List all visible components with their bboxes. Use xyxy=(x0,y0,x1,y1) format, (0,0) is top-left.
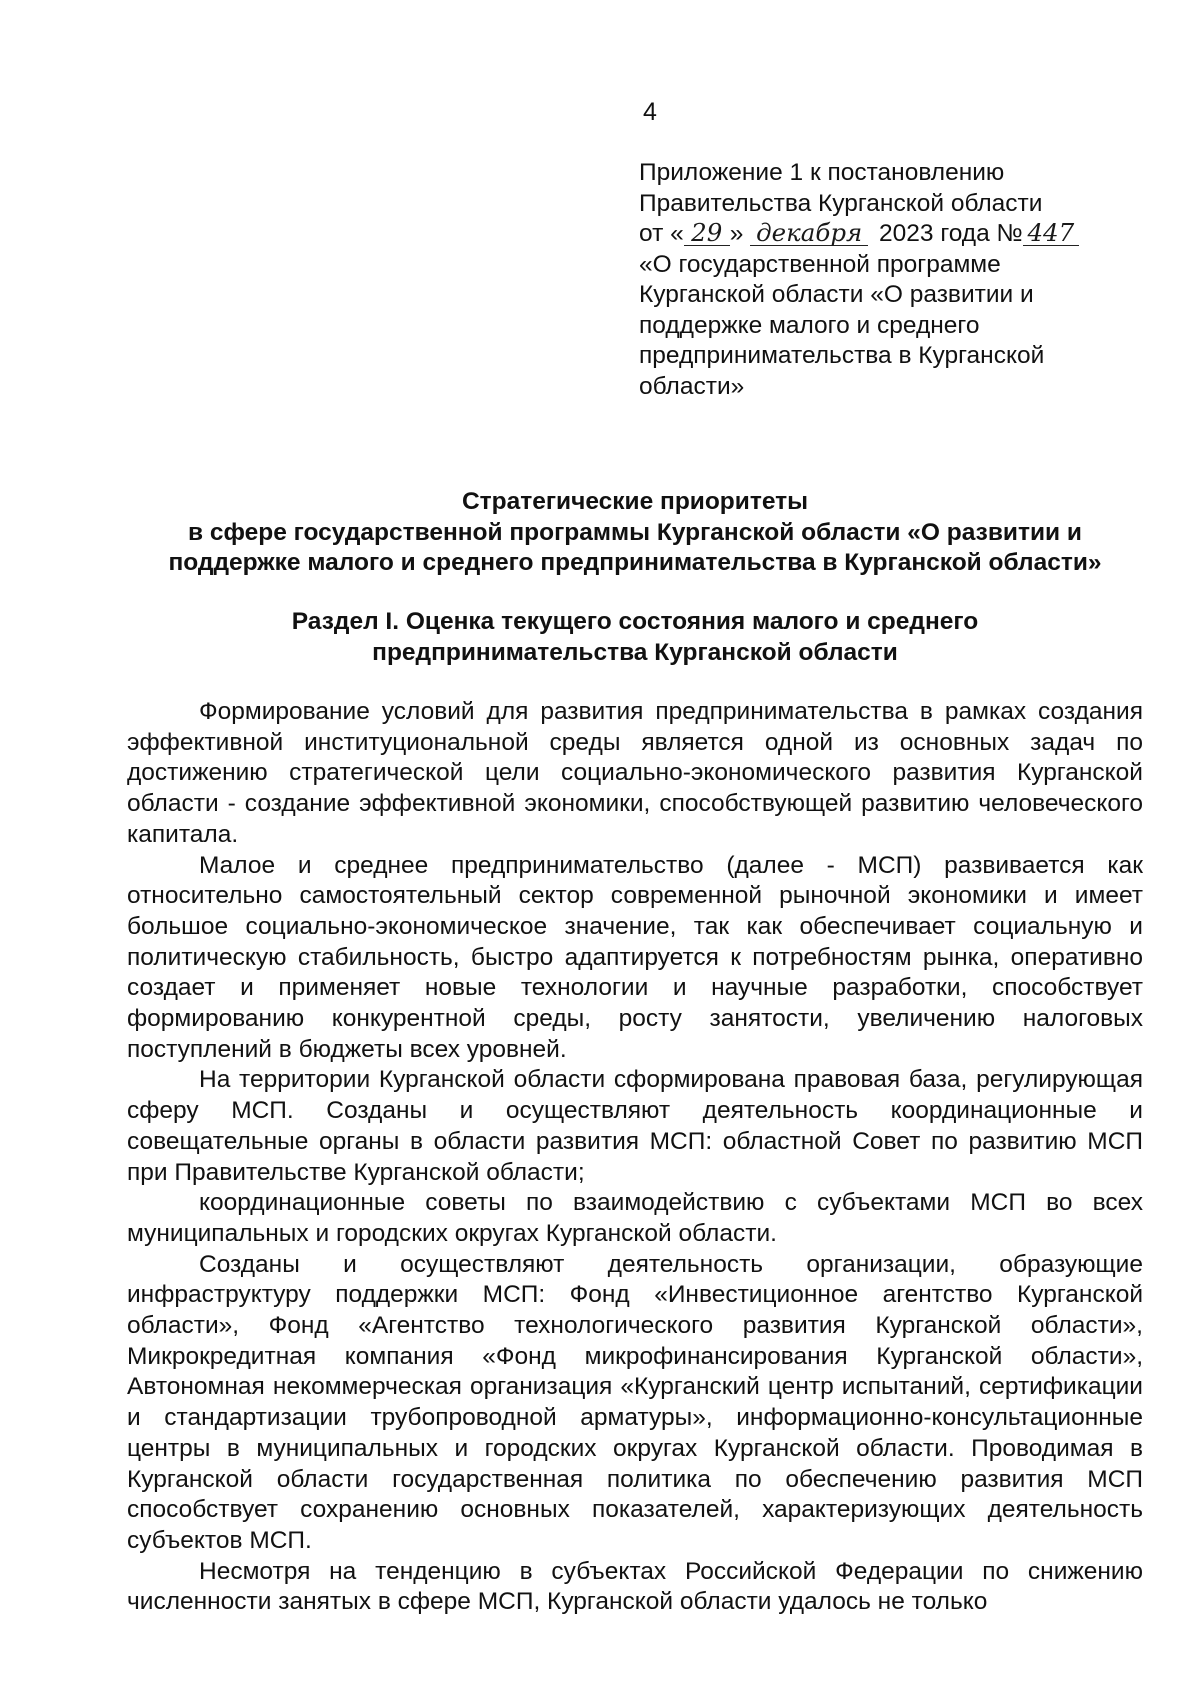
appendix-line: Приложение 1 к постановлению xyxy=(639,159,1005,186)
paragraph: Формирование условий для развития предпринимательства в рамках создания эффективной институциональной среды является одной из основных задач по достижению стратегической цели социально-экономического развития Курганской области - создание эффективной экономики, способствующей развитию человеческого капитала. xyxy=(127,698,1143,848)
title-line: Стратегические приоритеты xyxy=(461,488,809,515)
document-title xyxy=(120,487,1150,579)
date-prefix: от « xyxy=(639,220,684,247)
section-heading-line: предпринимательства Курганской области xyxy=(372,638,898,666)
page-number: 4 xyxy=(643,98,657,126)
body-text xyxy=(127,697,1143,1618)
title-line: в сфере государственной программы Курганской области «О развитии и xyxy=(188,518,1082,546)
handwritten-month: декабря xyxy=(750,221,868,246)
appendix-line: Курганской области «О развитии и xyxy=(639,281,1034,308)
date-mid: » xyxy=(729,220,744,247)
handwritten-day: 29 xyxy=(684,221,730,246)
section-heading xyxy=(120,607,1150,668)
appendix-line: «О государственной программе xyxy=(639,250,1001,278)
paragraph: На территории Курганской области сформирована правовая база, регулирующая сферу МСП. Созданы и осуществляют деятельность координационные и совещательные органы в области развития МСП: областной Совет по развитию МСП при Правительстве Курганской области; xyxy=(127,1066,1143,1186)
paragraph: координационные советы по взаимодействию с субъектами МСП во всех муниципальных и городских округах Курганской области. xyxy=(127,1189,1143,1247)
title-line: поддержке малого и среднего предпринимательства в Курганской области» xyxy=(168,549,1102,576)
appendix-line: области» xyxy=(639,372,745,400)
appendix-line: Правительства Курганской области xyxy=(639,189,1043,217)
section-heading-line: Раздел I. Оценка текущего состояния малого и среднего xyxy=(291,608,979,635)
handwritten-number: 447 xyxy=(1023,221,1079,246)
paragraph: Малое и среднее предпринимательство (далее - МСП) развивается как относительно самостоятельный сектор современной рыночной экономики и имеет большое социально-экономическое значение, так как обеспечивает социальную и политическую стабильность, быстро адаптируется к потребностям рынка, оперативно создает и применяет новые технологии и научные разработки, способствует формированию конкурентной среды, росту занятости, увеличению налоговых поступлений в бюджеты всех уровней. xyxy=(127,851,1143,1063)
appendix-line: предпринимательства в Курганской xyxy=(639,342,1045,369)
paragraph: Созданы и осуществляют деятельность организации, образующие инфраструктуру поддержки МСП: Фонд «Инвестиционное агентство Курганской области», Фонд «Агентство технологического развития Курганской области», Микрокредитная компания «Фонд микрофинансирования Курганской области», Автономная некоммерческая организация «Курганский центр испытаний, сертификации и стандартизации трубопроводной арматуры», информационно-консультационные центры в муниципальных и городских округах Курганской области. Проводимая в Курганской области государственная политика по обеспечению развития МСП способствует сохранению основных показателей, характеризующих деятельность субъектов МСП. xyxy=(127,1250,1143,1554)
appendix-header xyxy=(639,158,1109,402)
date-year: 2023 года № xyxy=(879,220,1023,247)
appendix-date-line xyxy=(639,219,1109,250)
appendix-line: поддержке малого и среднего xyxy=(639,311,980,339)
paragraph: Несмотря на тенденцию в субъектах Российской Федерации по снижению численности занятых в сфере МСП, Курганской области удалось не только xyxy=(127,1557,1143,1616)
